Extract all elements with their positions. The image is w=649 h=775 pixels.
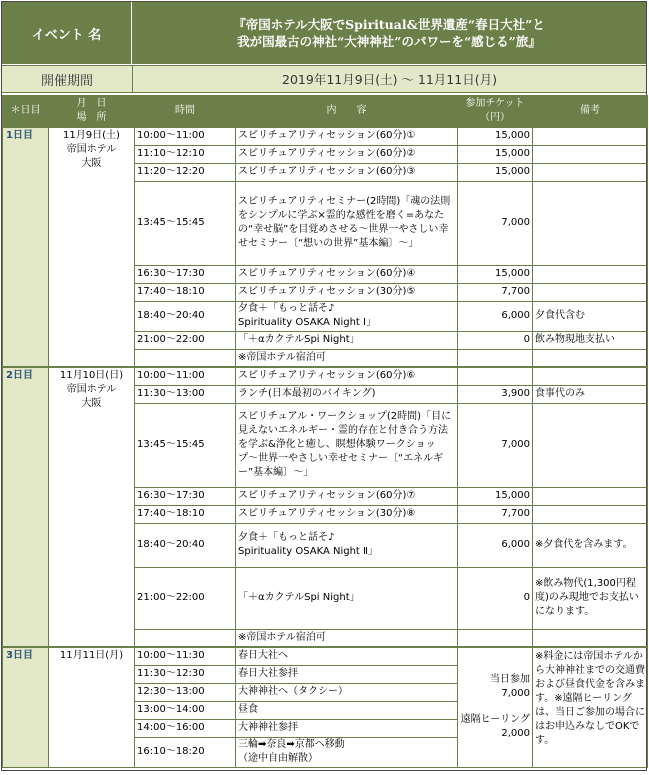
row-content-line2: Spirituality OSAKA Night Ⅱ」 [238, 546, 378, 557]
row-content: ※帝国ホテル宿泊可 [236, 629, 458, 647]
row-content: スピリチュアル・ワークショップ(2時間)「目に見えないエネルギー・霊的存在と付き合う方法を学ぶ&浄化と癒し、瞑想体験ワークショップ〜世界一やさしい幸せセミナー〔“エネルギー”基本編〕〜」 [236, 403, 458, 487]
row-fee: 7,700 [458, 283, 533, 301]
row-time [135, 349, 236, 367]
event-name-label: イベント 名 [2, 2, 132, 64]
row-note [533, 145, 648, 163]
day2-label: 2日目 [3, 367, 49, 647]
fee-remote-label: 遠隔ヒーリング [460, 714, 530, 726]
row-note [533, 181, 648, 265]
row-content: 春日大社へ [236, 647, 458, 665]
row-time: 10:00〜11:00 [135, 127, 236, 145]
row-time: 18:40〜20:40 [135, 523, 236, 567]
schedule-table [2, 95, 648, 768]
row-time: 16:10〜18:20 [135, 737, 236, 767]
row-content [236, 301, 458, 331]
row-fee: 15,000 [458, 487, 533, 505]
row-time: 11:20〜12:20 [135, 163, 236, 181]
row-content: スピリチュアリティセッション(60分)③ [236, 163, 458, 181]
row-note: 飲み物現地支払い [533, 331, 648, 349]
row-content: スピリチュアリティセッション(60分)① [236, 127, 458, 145]
row-fee [458, 629, 533, 647]
day2-date-place [49, 367, 135, 647]
title-row [2, 2, 646, 64]
fee-remote: 2,000 [501, 728, 530, 740]
row-fee: 0 [458, 567, 533, 629]
header-content: 内 容 [236, 96, 458, 128]
row-note: 食事代のみ [533, 385, 648, 403]
row-time: 11:30〜12:30 [135, 665, 236, 683]
row-content: スピリチュアリティセミナー(2時間)「魂の法則をシンプルに学ぶ×霊的な感性を磨く=あなたの“幸せ脳”を目覚めさせる〜世界一やさしい幸せセミナー〔“想いの世界”基本編〕〜」 [236, 181, 458, 265]
row-time: 16:30〜17:30 [135, 265, 236, 283]
row-fee: 6,000 [458, 301, 533, 331]
row-content-line2: Spirituality OSAKA Night Ⅰ」 [238, 317, 376, 328]
header-note: 備考 [533, 96, 648, 128]
row-note [533, 403, 648, 487]
event-schedule-sheet [1, 1, 647, 771]
row-fee: 15,000 [458, 127, 533, 145]
fee-same-day: 7,000 [501, 688, 530, 700]
table-row [3, 367, 648, 385]
row-content: 「＋αカクテルSpi Night」 [236, 567, 458, 629]
row-note [533, 349, 648, 367]
row-content: 春日大社参拝 [236, 665, 458, 683]
row-fee [458, 367, 533, 385]
row-content: ランチ(日本最初のバイキング) [236, 385, 458, 403]
event-title [132, 2, 646, 64]
row-time: 13:45〜15:45 [135, 403, 236, 487]
row-time: 11:10〜12:10 [135, 145, 236, 163]
fee-same-day-label: 当日参加 [490, 674, 530, 686]
row-fee: 3,900 [458, 385, 533, 403]
row-fee: 15,000 [458, 265, 533, 283]
row-time: 10:00〜11:30 [135, 647, 236, 665]
row-time: 21:00〜22:00 [135, 567, 236, 629]
row-note: ※夕食代を含みます。 [533, 523, 648, 567]
day3-date: 11月11日(月) [49, 647, 135, 767]
row-note [533, 127, 648, 145]
header-fee [458, 96, 533, 128]
day1-label: 1日目 [3, 127, 49, 367]
row-content: 大神神社へ（タクシー） [236, 683, 458, 701]
event-title-line1: 『帝国ホテル大阪でSpiritual&世界遺産“春日大社”と [233, 17, 545, 32]
row-time: 18:40〜20:40 [135, 301, 236, 331]
row-time: 13:00〜14:00 [135, 701, 236, 719]
row-time: 17:40〜18:10 [135, 283, 236, 301]
row-fee: 7,000 [458, 403, 533, 487]
day3-fee [458, 647, 533, 767]
row-content: 大神神社参拝 [236, 719, 458, 737]
row-fee: 7,000 [458, 181, 533, 265]
row-fee: 7,700 [458, 505, 533, 523]
row-fee: 15,000 [458, 163, 533, 181]
period-label: 開催期間 [2, 66, 133, 92]
row-content: スピリチュアリティセッション(60分)⑥ [236, 367, 458, 385]
period-value: 2019年11月9日(土) 〜 11月11日(月) [282, 72, 497, 87]
row-time: 10:00〜11:00 [135, 367, 236, 385]
row-time: 21:00〜22:00 [135, 331, 236, 349]
row-time: 16:30〜17:30 [135, 487, 236, 505]
header-fee-unit: （円） [480, 112, 510, 123]
row-note [533, 265, 648, 283]
row-content: ※帝国ホテル宿泊可 [236, 349, 458, 367]
day2-date: 11月10日(日) [59, 370, 124, 381]
row-content [236, 523, 458, 567]
header-day: ＊日目 [3, 96, 49, 128]
header-time: 時間 [135, 96, 236, 128]
day1-date-place [49, 127, 135, 367]
event-title-line2: 我が国最古の神社“大神神社”のパワーを“感じる”旅』 [237, 34, 541, 49]
table-row [3, 127, 648, 145]
row-content-line1: 夕食＋「もっと話そ♪ [238, 532, 335, 543]
row-fee: 15,000 [458, 145, 533, 163]
row-note [533, 487, 648, 505]
row-note [533, 367, 648, 385]
header-fee-label: 参加チケット [465, 98, 525, 109]
row-content: スピリチュアリティセッション(30分)⑧ [236, 505, 458, 523]
table-row [3, 647, 648, 665]
header-date: 月 日 [76, 98, 107, 109]
row-note [533, 163, 648, 181]
row-content: スピリチュアリティセッション(60分)④ [236, 265, 458, 283]
row-time: 13:45〜15:45 [135, 181, 236, 265]
row-fee [458, 349, 533, 367]
row-content: 昼食 [236, 701, 458, 719]
header-date-place [49, 96, 135, 128]
row-content: スピリチュアリティセッション(30分)⑤ [236, 283, 458, 301]
row-time: 17:40〜18:10 [135, 505, 236, 523]
row-note: 夕食代含む [533, 301, 648, 331]
row-content: スピリチュアリティセッション(60分)② [236, 145, 458, 163]
row-content-line1: 夕食＋「もっと話そ♪ [238, 303, 335, 314]
table-header-row [3, 96, 648, 128]
row-time [135, 629, 236, 647]
day3-label: 3日目 [3, 647, 49, 767]
row-time: 14:00〜16:00 [135, 719, 236, 737]
row-content: スピリチュアリティセッション(60分)⑦ [236, 487, 458, 505]
row-note [533, 505, 648, 523]
day2-place: 帝国ホテル大阪 [66, 384, 117, 409]
day3-note: ※料金には帝国ホテルから大神神社までの交通費および昼食代金を含みます。※遠隔ヒーリングは、当日ご参加の場合にはお申込みなしでOKです。 [533, 647, 648, 767]
row-note [533, 283, 648, 301]
row-time: 12:30〜13:00 [135, 683, 236, 701]
row-content-line1: 三輪➡奈良➡京都へ移動 [238, 739, 345, 750]
day1-date: 11月9日(土) [63, 130, 120, 141]
row-content: 「＋αカクテルSpi Night」 [236, 331, 458, 349]
row-content [236, 737, 458, 767]
day1-place: 帝国ホテル大阪 [66, 144, 117, 169]
period-row [2, 65, 646, 93]
row-fee: 0 [458, 331, 533, 349]
row-note [533, 629, 648, 647]
header-place: 場 所 [76, 112, 107, 123]
row-content-line2: （途中自由解散） [238, 753, 318, 764]
row-time: 11:30〜13:00 [135, 385, 236, 403]
row-fee: 6,000 [458, 523, 533, 567]
row-note: ※飲み物代(1,300円程度)のみ現地でお支払いになります。 [533, 567, 648, 629]
